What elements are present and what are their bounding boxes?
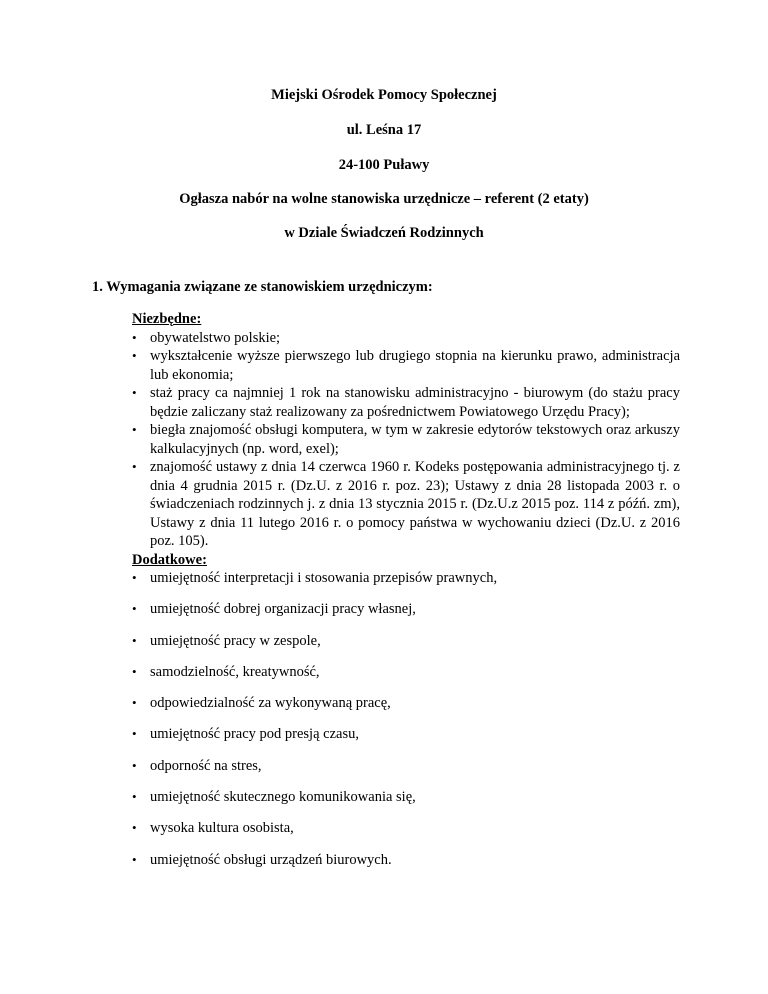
announcement-title: Ogłasza nabór na wolne stanowiska urzędnicze – referent (2 etaty) xyxy=(179,191,589,207)
list-item-text: umiejętność interpretacji i stosowania przepisów prawnych, xyxy=(150,570,498,586)
additional-colon: : xyxy=(202,551,207,568)
bullet-icon: • xyxy=(132,851,137,867)
department-line: w Dziale Świadczeń Rodzinnych xyxy=(284,225,484,241)
list-item-text: odpowiedzialność za wykonywaną pracę, xyxy=(150,695,391,712)
list-item xyxy=(132,569,680,588)
list-item-text: wykształcenie wyższe pierwszego lub drugiego stopnia na kierunku prawo, administracja lub ekonomia; xyxy=(150,348,680,383)
bullet-icon: • xyxy=(132,663,137,679)
list-item-text: samodzielność, kreatywność, xyxy=(150,663,320,680)
list-item-text: umiejętność pracy w zespole, xyxy=(150,632,321,649)
list-item xyxy=(132,663,680,682)
list-item xyxy=(132,725,680,744)
street-address: ul. Leśna 17 xyxy=(346,122,422,138)
bullet-icon: • xyxy=(132,348,137,363)
additional-list xyxy=(132,569,680,869)
list-item xyxy=(132,788,680,807)
bullet-icon: • xyxy=(132,757,137,773)
list-item xyxy=(132,421,680,458)
list-item-text: wysoka kultura osobista, xyxy=(150,820,294,837)
postal-city: 24-100 Puławy xyxy=(338,157,430,173)
list-item-text: umiejętność pracy pod presją czasu, xyxy=(150,726,359,743)
required-colon: : xyxy=(196,311,202,327)
bullet-icon: • xyxy=(132,459,137,474)
list-item xyxy=(132,851,680,870)
list-item-text: odporność na stres, xyxy=(150,757,262,774)
required-subheading xyxy=(132,310,680,329)
list-item xyxy=(132,694,680,713)
list-item xyxy=(132,458,680,551)
bullet-icon: • xyxy=(132,385,137,400)
list-item-text: biegła znajomość obsługi komputera, w tym w zakresie edytorów tekstowych oraz arkuszy kalkulacyjnych (np. word, exel); xyxy=(150,422,680,457)
list-item xyxy=(132,329,680,348)
bullet-icon: • xyxy=(132,726,137,742)
required-list xyxy=(132,329,680,551)
bullet-icon: • xyxy=(132,789,137,805)
list-item xyxy=(132,632,680,651)
list-item-text: umiejętność skutecznego komunikowania się, xyxy=(150,789,416,806)
bullet-icon: • xyxy=(132,820,137,836)
list-item-text: staż pracy ca najmniej 1 rok na stanowisku administracyjno - biurowym (do stażu pracy będzie zaliczany staż realizowany za pośrednictwem Powiatowego Urzędu Pracy); xyxy=(150,385,680,420)
list-item xyxy=(132,757,680,776)
bullet-icon: • xyxy=(132,601,137,617)
required-label: Niezbędne xyxy=(132,311,197,327)
bullet-icon: • xyxy=(132,570,137,585)
section-heading: 1. Wymagania związane ze stanowiskiem urzędniczym: xyxy=(92,279,433,295)
list-item-text: znajomość ustawy z dnia 14 czerwca 1960 r. Kodeks postępowania administracyjnego tj. z dnia 4 grudnia 2015 r. (Dz.U. z 2016 r. poz. 23); Ustawy z dnia 28 listopada 2003 r. o świadczeniach rodzinnych j. z dnia 13 stycznia 2015 r. (Dz.U.z 2015 poz. 114 z późń. zm), Ustawy z dnia 11 lutego 2016 r. o pomocy państwa w wychowaniu dzieci (Dz.U. z 2016 poz. 105). xyxy=(150,459,680,549)
org-name: Miejski Ośrodek Pomocy Społecznej xyxy=(271,87,497,103)
bullet-icon: • xyxy=(132,329,137,345)
list-item xyxy=(132,600,680,619)
list-item xyxy=(132,347,680,384)
list-item-text: umiejętność obsługi urządzeń biurowych. xyxy=(150,851,392,868)
requirements-block xyxy=(132,310,680,869)
list-item xyxy=(132,384,680,421)
list-item xyxy=(132,819,680,838)
additional-subheading xyxy=(132,551,680,570)
bullet-icon: • xyxy=(132,695,137,711)
list-item-text: obywatelstwo polskie; xyxy=(150,329,281,346)
additional-label: Dodatkowe xyxy=(132,551,203,568)
list-item-text: umiejętność dobrej organizacji pracy własnej, xyxy=(150,601,416,618)
bullet-icon: • xyxy=(132,422,137,437)
bullet-icon: • xyxy=(132,632,137,648)
